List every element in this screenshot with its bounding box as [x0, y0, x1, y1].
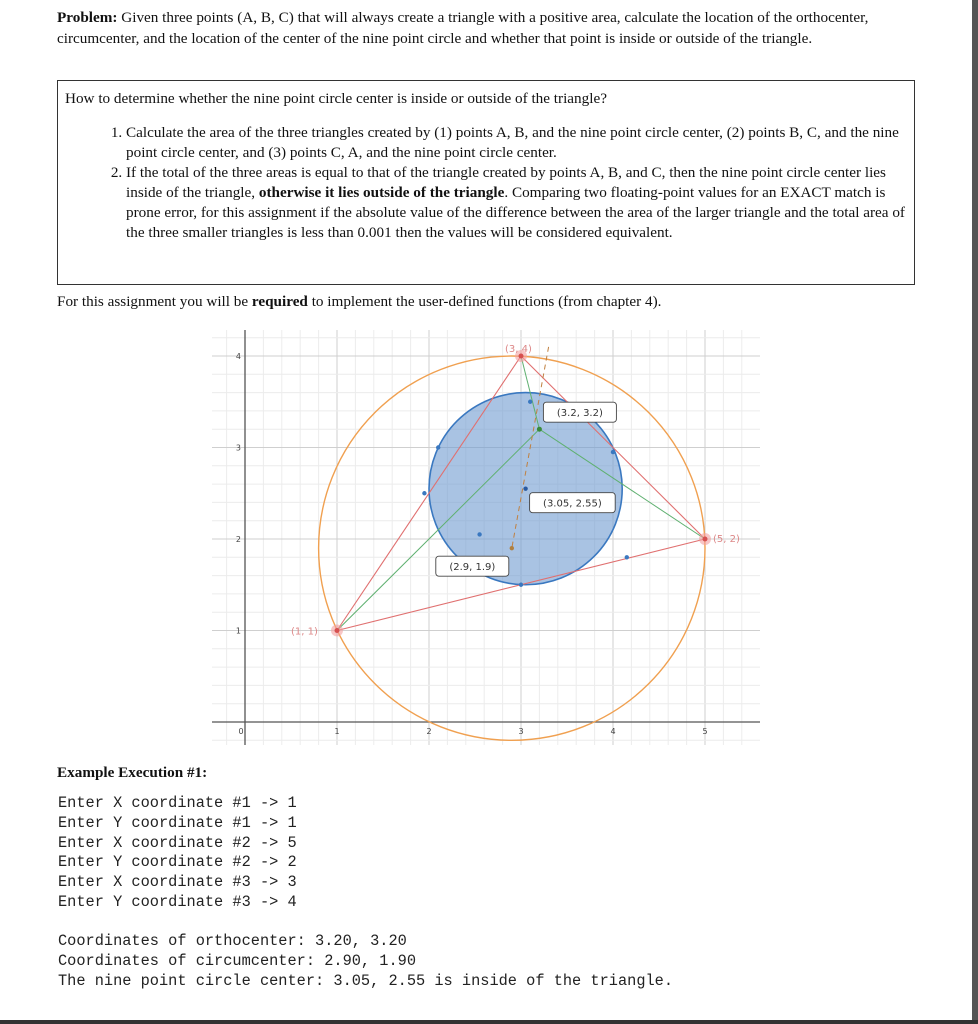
point-label: (3.2, 3.2) — [556, 408, 603, 420]
step-item-2 — [126, 163, 907, 243]
console-input-line: Enter Y coordinate #3 -> 4 — [58, 892, 297, 911]
y-tick-label: 1 — [235, 626, 241, 636]
right-edge-bar — [972, 0, 978, 1024]
console-input-line: Enter Y coordinate #2 -> 2 — [58, 853, 297, 872]
triangle-graph — [200, 325, 765, 750]
console-input-line: Enter X coordinate #3 -> 3 — [58, 873, 297, 892]
y-tick-label: 3 — [235, 443, 241, 453]
step-item-1 — [126, 123, 907, 163]
problem-text: Given three points (A, B, C) that will always create a triangle with a positive area, calculate the location of the orthocenter, circumcenter, and the location of the center of the nine point circle and whether that point is inside or outside of the triangle. — [57, 9, 869, 47]
y-tick-label: 2 — [235, 535, 241, 544]
steps-list — [65, 123, 907, 243]
nine-point-marker — [611, 450, 615, 454]
console-input-line: Enter Y coordinate #1 -> 1 — [58, 813, 297, 832]
requirement-line — [57, 292, 661, 312]
y-tick-label: 4 — [235, 352, 241, 361]
step-1-text: Calculate the area of the three triangles created by (1) points A, B, and the nine point circle center, (2) points B, C, and the nine point circle center, and (3) points C, A, and the nine point circle center. — [126, 124, 899, 161]
circumcenter-point — [510, 546, 514, 550]
shapes — [319, 347, 708, 740]
console-output-line: Coordinates of orthocenter: 3.20, 3.20 — [58, 932, 407, 950]
point-label: (3, 4) — [505, 344, 532, 355]
point-label: (3.05, 2.55) — [543, 498, 602, 510]
console-inputs — [58, 794, 297, 913]
example-title: Example Execution #1: — [57, 764, 208, 781]
vertex-point — [703, 537, 708, 542]
console-output-line: Coordinates of circumcenter: 2.90, 1.90 — [58, 951, 417, 970]
nine-point-marker — [477, 532, 481, 536]
nine-point-marker — [422, 491, 426, 495]
x-tick-label: 2 — [426, 727, 432, 736]
nine-point-marker — [436, 445, 440, 449]
step-2-text-b: . Comparing two floating-point values for an EXACT match is prone error, for this assignment if the absolute value of the difference between the area of the larger triangle and the total area of the three smaller triangles is less than 0.001 then the values will be considered equivalent. — [126, 184, 905, 241]
orthocenter-point — [537, 427, 542, 432]
step-2-bold: otherwise it lies outside of the triangle — [258, 184, 505, 201]
console-input-line: Enter X coordinate #2 -> 5 — [58, 833, 297, 852]
point-label: (2.9, 1.9) — [449, 562, 496, 574]
x-tick-label: 5 — [702, 727, 708, 736]
nine-point-marker — [528, 400, 532, 404]
problem-label: Problem: — [57, 9, 118, 26]
console-output-line: The nine point circle center: 3.05, 2.55 is inside of the triangle. — [58, 971, 674, 990]
x-tick-label: 4 — [610, 727, 616, 736]
x-tick-label: 1 — [334, 727, 340, 736]
inside-outside-box — [57, 80, 915, 285]
requirement-text-b: to implement the user-defined functions (from chapter 4). — [307, 293, 662, 310]
console-outputs — [58, 932, 673, 991]
box-question: How to determine whether the nine point circle center is inside or outside of the triangle? — [65, 90, 607, 107]
problem-paragraph — [57, 8, 917, 49]
nine-point-center — [523, 486, 527, 490]
nine-point-marker — [625, 555, 629, 559]
nine-point-marker — [519, 583, 523, 587]
console-input-line: Enter X coordinate #1 -> 1 — [58, 794, 297, 812]
problem-statement — [57, 8, 917, 49]
bottom-edge-bar — [0, 1020, 978, 1024]
x-tick-label: 3 — [518, 727, 524, 736]
point-label: (1, 1) — [291, 626, 318, 638]
x-tick-label: 0 — [238, 727, 244, 736]
step-2-text-a: If the total of the three areas is equal to that of the triangle created by points A, B, and C, then the nine point circle center lies inside of the triangle, — [126, 164, 886, 201]
requirement-bold: required — [251, 293, 308, 310]
vertex-point — [335, 628, 340, 633]
requirement-text-a: For this assignment you will be — [57, 293, 252, 310]
point-label: (5, 2) — [713, 534, 740, 545]
